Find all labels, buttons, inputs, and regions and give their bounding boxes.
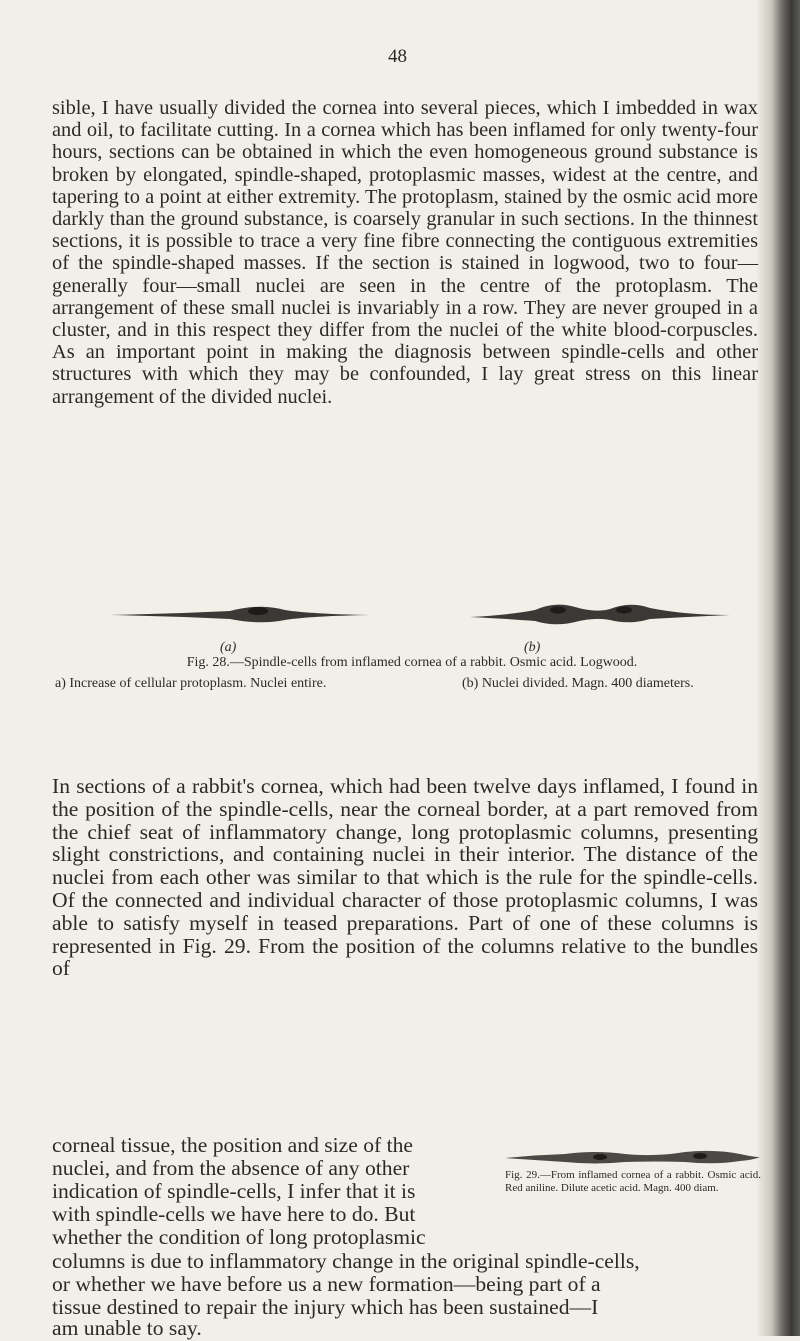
wrapped-text-line: nuclei, and from the absence of any other: [52, 1156, 410, 1180]
figure-28-caption-a: a) Increase of cellular protoplasm. Nuclei entire.: [55, 676, 327, 691]
paragraph-1: sible, I have usually divided the cornea into several pieces, which I imbedded in wax and oil, to facilitate cutting. In a cornea which has been inflamed for only twenty-four hours, sections can be obtained in which the even homogeneous ground substance is broken by elongated, spindle-shaped, protoplasmic masses, widest at the centre, and tapering to a point at either extremity. The protoplasm, stained by the osmic acid more darkly than the ground substance, is coarsely granular in such sections. In the thinnest sections, it is possible to trace a very fine fibre connecting the contiguous extremities of the spindle-shaped masses. If the section is stained in logwood, two to four—generally four—small nuclei are seen in the centre of the protoplasm. The arrangement of these small nuclei is invariably in a row. They are never grouped in a cluster, and in this respect they differ from the nuclei of the white blood-corpuscles. As an important point in making the diagnosis between spindle-cells and other structures with which they may be confounded, I lay great stress on this linear arrangement of the divided nuclei.: [52, 97, 758, 408]
figure-28-label-b: (b): [524, 640, 541, 655]
wrapped-text-line: whether the condition of long protoplasmic: [52, 1225, 426, 1249]
paragraph-3-line: tissue destined to repair the injury which has been sustained—I: [52, 1295, 599, 1319]
figure-28-caption-title: Fig. 28.—Spindle-cells from inflamed cornea of a rabbit. Osmic acid. Logwood.: [186, 655, 638, 670]
paragraph-3-line: columns is due to inflammatory change in the original spindle-cells,: [52, 1249, 640, 1273]
figure-28-illustration: [110, 595, 730, 635]
figure-28-caption-b: (b) Nuclei divided. Magn. 400 diameters.: [462, 676, 694, 691]
wrapped-text-line: with spindle-cells we have here to do. But: [52, 1202, 416, 1226]
paragraph-3-line: or whether we have before us a new formation—being part of a: [52, 1272, 601, 1296]
wrapped-text-line: corneal tissue, the position and size of the: [52, 1133, 413, 1157]
figure-29-caption: Fig. 29.—From inflamed cornea of a rabbit. Osmic acid. Red aniline. Dilute acetic acid. Magn. 400 diam.: [505, 1169, 761, 1194]
paragraph-2: In sections of a rabbit's cornea, which had been twelve days inflamed, I found in the position of the spindle-cells, near the corneal border, at a part removed from the chief seat of inflammatory change, long protoplasmic columns, presenting slight constrictions, and containing nuclei in their interior. The distance of the nuclei from each other was similar to that which is the rule for the spindle-cells. Of the connected and individual character of those protoplasmic columns, I was able to satisfy myself in teased preparations. Part of one of these columns is represented in Fig. 29. From the position of the columns relative to the bundles of: [52, 774, 758, 981]
figure-29-illustration: [505, 1148, 760, 1168]
paragraph-3-line: am unable to say.: [52, 1316, 202, 1340]
figure-28-label-a: (a): [220, 640, 237, 655]
page-number: 48: [388, 46, 407, 67]
wrapped-text-line: indication of spindle-cells, I infer that it is: [52, 1179, 416, 1203]
spindle-cells-b-image: [470, 605, 730, 625]
spindle-cells-a-image: [110, 607, 370, 623]
page-edge-shadow: [756, 0, 800, 1336]
